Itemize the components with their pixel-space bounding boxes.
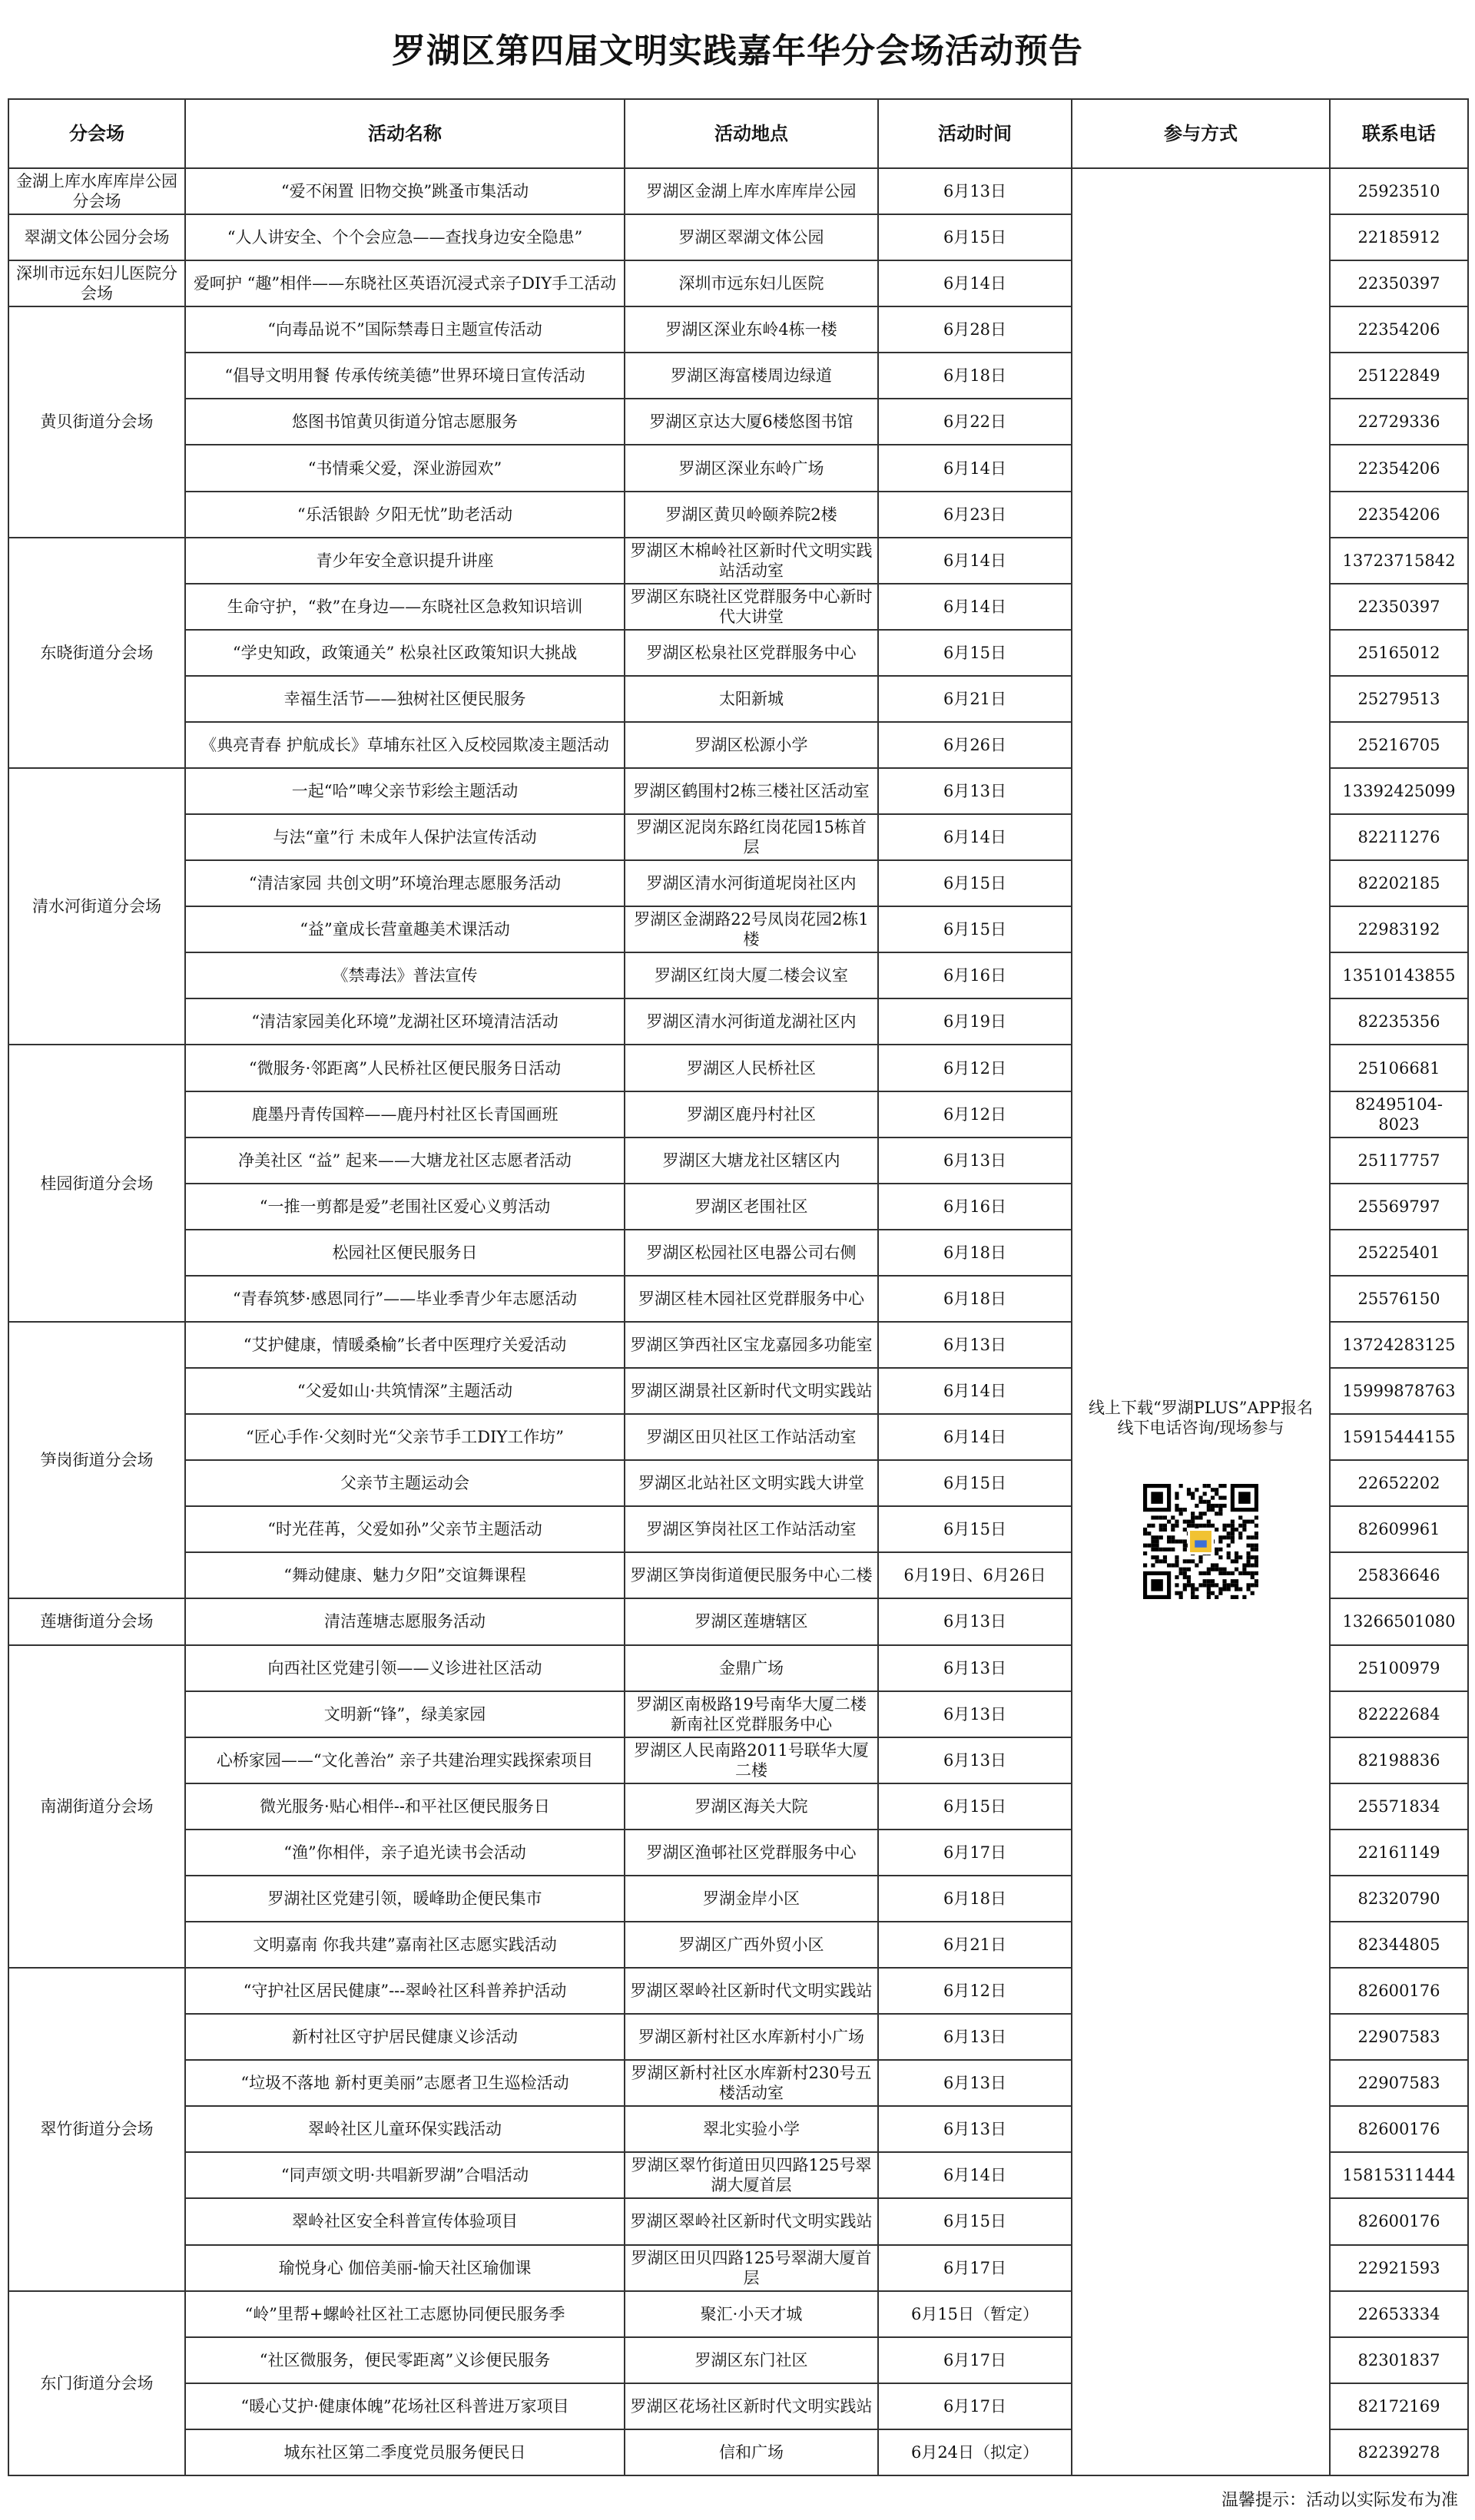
venue-cell: 桂园街道分会场: [8, 1045, 185, 1321]
phone-cell: 22921593: [1330, 2245, 1468, 2291]
location-cell: 信和广场: [625, 2429, 878, 2475]
location-cell: 聚汇·小天才城: [625, 2291, 878, 2337]
time-cell: 6月13日: [878, 2014, 1072, 2060]
phone-cell: 22983192: [1330, 906, 1468, 952]
time-cell: 6月26日: [878, 722, 1072, 768]
time-cell: 6月15日: [878, 630, 1072, 676]
activity-name-cell: “学史知政，政策通关” 松泉社区政策知识大挑战: [185, 630, 625, 676]
time-cell: 6月15日: [878, 2198, 1072, 2244]
location-cell: 罗湖区新村社区水库新村小广场: [625, 2014, 878, 2060]
phone-cell: 13723715842: [1330, 538, 1468, 584]
time-cell: 6月15日: [878, 214, 1072, 260]
phone-cell: 13392425099: [1330, 768, 1468, 814]
phone-cell: 22354206: [1330, 306, 1468, 353]
activity-name-cell: 城东社区第二季度党员服务便民日: [185, 2429, 625, 2475]
phone-cell: 25923510: [1330, 168, 1468, 214]
activity-name-cell: “舞动健康、魅力夕阳”交谊舞课程: [185, 1552, 625, 1598]
activity-name-cell: “乐活银龄 夕阳无忧”助老活动: [185, 492, 625, 538]
time-cell: 6月15日: [878, 860, 1072, 906]
activity-name-cell: “青春筑梦·感恩同行”——毕业季青少年志愿活动: [185, 1276, 625, 1322]
time-cell: 6月15日: [878, 1783, 1072, 1830]
location-cell: 金鼎广场: [625, 1645, 878, 1691]
qr-code-icon[interactable]: [1143, 1484, 1258, 1599]
venue-cell: 翠竹街道分会场: [8, 1968, 185, 2291]
location-cell: 罗湖区老围社区: [625, 1184, 878, 1230]
location-cell: 罗湖区金湖上库水库库岸公园: [625, 168, 878, 214]
phone-cell: 82198836: [1330, 1737, 1468, 1783]
phone-cell: 25571834: [1330, 1783, 1468, 1830]
time-cell: 6月23日: [878, 492, 1072, 538]
location-cell: 罗湖区南极路19号南华大厦二楼新南社区党群服务中心: [625, 1691, 878, 1737]
activity-name-cell: “书情乘父爱，深业游园欢”: [185, 445, 625, 491]
table-header-row: [8, 99, 1468, 168]
location-cell: 罗湖区翠竹街道田贝四路125号翠湖大厦首层: [625, 2152, 878, 2198]
phone-cell: 22653334: [1330, 2291, 1468, 2337]
time-cell: 6月21日: [878, 676, 1072, 722]
time-cell: 6月19日: [878, 998, 1072, 1045]
activity-name-cell: “岭”里帮+螺岭社区社工志愿协同便民服务季: [185, 2291, 625, 2337]
activity-name-cell: “同声颂文明·共唱新罗湖”合唱活动: [185, 2152, 625, 2198]
time-cell: 6月28日: [878, 306, 1072, 353]
time-cell: 6月12日: [878, 1045, 1072, 1091]
activity-name-cell: “益”童成长营童趣美术课活动: [185, 906, 625, 952]
activity-name-cell: “垃圾不落地 新村更美丽”志愿者卫生巡检活动: [185, 2060, 625, 2106]
time-cell: 6月12日: [878, 1091, 1072, 1137]
activity-name-cell: “向毒品说不”国际禁毒日主题宣传活动: [185, 306, 625, 353]
location-cell: 罗湖区木棉岭社区新时代文明实践站活动室: [625, 538, 878, 584]
location-cell: 罗湖区松源小学: [625, 722, 878, 768]
time-cell: 6月13日: [878, 1645, 1072, 1691]
activity-name-cell: 净美社区 “益” 起来——大塘龙社区志愿者活动: [185, 1137, 625, 1184]
venue-cell: 黄贝街道分会场: [8, 306, 185, 537]
phone-cell: 82211276: [1330, 814, 1468, 860]
venue-cell: 清水河街道分会场: [8, 768, 185, 1045]
time-cell: 6月13日: [878, 768, 1072, 814]
phone-cell: 25216705: [1330, 722, 1468, 768]
header-activity-name: 活动名称: [185, 99, 625, 168]
location-cell: 罗湖区东门社区: [625, 2337, 878, 2383]
phone-cell: 82344805: [1330, 1922, 1468, 1968]
location-cell: 罗湖区鹿丹村社区: [625, 1091, 878, 1137]
location-cell: 罗湖区深业东岭广场: [625, 445, 878, 491]
time-cell: 6月14日: [878, 584, 1072, 630]
phone-cell: 82600176: [1330, 2106, 1468, 2152]
activity-name-cell: 与法“童”行 未成年人保护法宣传活动: [185, 814, 625, 860]
phone-cell: 22350397: [1330, 260, 1468, 306]
activity-name-cell: 罗湖社区党建引领，暖峰助企便民集市: [185, 1876, 625, 1922]
activity-name-cell: 一起“哈”啤父亲节彩绘主题活动: [185, 768, 625, 814]
location-cell: 罗湖区湖景社区新时代文明实践站: [625, 1368, 878, 1414]
location-cell: 罗湖区清水河街道龙湖社区内: [625, 998, 878, 1045]
location-cell: 罗湖区大塘龙社区辖区内: [625, 1137, 878, 1184]
venue-cell: 南湖街道分会场: [8, 1645, 185, 1969]
table-row: [8, 168, 1468, 214]
time-cell: 6月12日: [878, 1968, 1072, 2014]
time-cell: 6月14日: [878, 1414, 1072, 1460]
activity-table: [8, 98, 1469, 2476]
phone-cell: 13266501080: [1330, 1598, 1468, 1644]
phone-cell: 22185912: [1330, 214, 1468, 260]
time-cell: 6月17日: [878, 1830, 1072, 1876]
activity-name-cell: 心桥家园——“文化善治” 亲子共建治理实践探索项目: [185, 1737, 625, 1783]
time-cell: 6月14日: [878, 538, 1072, 584]
time-cell: 6月18日: [878, 1876, 1072, 1922]
phone-cell: 15999878763: [1330, 1368, 1468, 1414]
location-cell: 太阳新城: [625, 676, 878, 722]
time-cell: 6月13日: [878, 168, 1072, 214]
phone-cell: 82609961: [1330, 1506, 1468, 1552]
activity-name-cell: “艾护健康，情暖桑榆”长者中医理疗关爱活动: [185, 1322, 625, 1368]
activity-name-cell: “清洁家园美化环境”龙湖社区环境清洁活动: [185, 998, 625, 1045]
phone-cell: 22350397: [1330, 584, 1468, 630]
header-phone: 联系电话: [1330, 99, 1468, 168]
location-cell: 罗湖区松泉社区党群服务中心: [625, 630, 878, 676]
location-cell: 罗湖区松园社区电器公司右侧: [625, 1230, 878, 1276]
location-cell: 罗湖区泥岗东路红岗花园15栋首层: [625, 814, 878, 860]
phone-cell: 13724283125: [1330, 1322, 1468, 1368]
location-cell: 罗湖区翠岭社区新时代文明实践站: [625, 2198, 878, 2244]
time-cell: 6月15日: [878, 906, 1072, 952]
phone-cell: 25165012: [1330, 630, 1468, 676]
location-cell: 罗湖区人民南路2011号联华大厦二楼: [625, 1737, 878, 1783]
location-cell: 罗湖区田贝社区工作站活动室: [625, 1414, 878, 1460]
activity-name-cell: “匠心手作·父刻时光“父亲节手工DIY工作坊”: [185, 1414, 625, 1460]
phone-cell: 22729336: [1330, 399, 1468, 445]
time-cell: 6月21日: [878, 1922, 1072, 1968]
time-cell: 6月15日: [878, 1460, 1072, 1506]
participation-cell: [1072, 168, 1330, 2475]
time-cell: 6月18日: [878, 1230, 1072, 1276]
activity-name-cell: 悠图书馆黄贝街道分馆志愿服务: [185, 399, 625, 445]
phone-cell: 22354206: [1330, 445, 1468, 491]
activity-name-cell: 青少年安全意识提升讲座: [185, 538, 625, 584]
time-cell: 6月13日: [878, 1691, 1072, 1737]
phone-cell: 25836646: [1330, 1552, 1468, 1598]
participation-online-text: 线上下载“罗湖PLUS”APP报名: [1089, 1398, 1313, 1417]
activity-name-cell: 爱呵护 “趣”相伴——东晓社区英语沉浸式亲子DIY手工活动: [185, 260, 625, 306]
phone-cell: 22354206: [1330, 492, 1468, 538]
time-cell: 6月15日（暂定）: [878, 2291, 1072, 2337]
venue-cell: 金湖上库水库库岸公园分会场: [8, 168, 185, 214]
activity-name-cell: “父爱如山·共筑情深”主题活动: [185, 1368, 625, 1414]
activity-name-cell: 微光服务·贴心相伴--和平社区便民服务日: [185, 1783, 625, 1830]
venue-cell: 笋岗街道分会场: [8, 1322, 185, 1598]
location-cell: 罗湖区翠湖文体公园: [625, 214, 878, 260]
time-cell: 6月14日: [878, 260, 1072, 306]
venue-cell: 东门街道分会场: [8, 2291, 185, 2475]
location-cell: 罗湖区深业东岭4栋一楼: [625, 306, 878, 353]
venue-cell: 莲塘街道分会场: [8, 1598, 185, 1644]
phone-cell: 25117757: [1330, 1137, 1468, 1184]
phone-cell: 82239278: [1330, 2429, 1468, 2475]
time-cell: 6月17日: [878, 2383, 1072, 2429]
location-cell: 罗湖区鹤围村2栋三楼社区活动室: [625, 768, 878, 814]
phone-cell: 82600176: [1330, 2198, 1468, 2244]
venue-cell: 翠湖文体公园分会场: [8, 214, 185, 260]
location-cell: 罗湖区海富楼周边绿道: [625, 353, 878, 399]
activity-name-cell: 《禁毒法》普法宣传: [185, 952, 625, 998]
location-cell: 罗湖区红岗大厦二楼会议室: [625, 952, 878, 998]
location-cell: 翠北实验小学: [625, 2106, 878, 2152]
activity-name-cell: “微服务·邻距离”人民桥社区便民服务日活动: [185, 1045, 625, 1091]
time-cell: 6月17日: [878, 2337, 1072, 2383]
activity-name-cell: “一推一剪都是爱”老围社区爱心义剪活动: [185, 1184, 625, 1230]
location-cell: 罗湖区田贝四路125号翠湖大厦首层: [625, 2245, 878, 2291]
footer-note: 温馨提示：活动以实际发布为准: [1221, 2491, 1458, 2510]
activity-name-cell: 文明嘉南 你我共建”嘉南社区志愿实践活动: [185, 1922, 625, 1968]
time-cell: 6月16日: [878, 1184, 1072, 1230]
time-cell: 6月14日: [878, 814, 1072, 860]
activity-name-cell: “人人讲安全、个个会应急——查找身边安全隐患”: [185, 214, 625, 260]
location-cell: 罗湖区笋西社区宝龙嘉园多功能室: [625, 1322, 878, 1368]
activity-name-cell: “社区微服务，便民零距离”义诊便民服务: [185, 2337, 625, 2383]
activity-name-cell: 向西社区党建引领——义诊进社区活动: [185, 1645, 625, 1691]
phone-cell: 22907583: [1330, 2060, 1468, 2106]
activity-name-cell: 松园社区便民服务日: [185, 1230, 625, 1276]
phone-cell: 82235356: [1330, 998, 1468, 1045]
participation-offline-text: 线下电话咨询/现场参与: [1117, 1418, 1284, 1437]
header-venue: 分会场: [8, 99, 185, 168]
location-cell: 罗湖区翠岭社区新时代文明实践站: [625, 1968, 878, 2014]
activity-name-cell: “暖心艾护·健康体魄”花场社区科普进万家项目: [185, 2383, 625, 2429]
phone-cell: 22652202: [1330, 1460, 1468, 1506]
location-cell: 罗湖区笋岗街道便民服务中心二楼: [625, 1552, 878, 1598]
time-cell: 6月13日: [878, 1598, 1072, 1644]
activity-name-cell: “倡导文明用餐 传承传统美德”世界环境日宣传活动: [185, 353, 625, 399]
phone-cell: 82600176: [1330, 1968, 1468, 2014]
header-time: 活动时间: [878, 99, 1072, 168]
location-cell: 罗湖区桂木园社区党群服务中心: [625, 1276, 878, 1322]
time-cell: 6月14日: [878, 2152, 1072, 2198]
phone-cell: 22161149: [1330, 1830, 1468, 1876]
activity-name-cell: 幸福生活节——独树社区便民服务: [185, 676, 625, 722]
time-cell: 6月16日: [878, 952, 1072, 998]
time-cell: 6月13日: [878, 1137, 1072, 1184]
phone-cell: 82495104-8023: [1330, 1091, 1468, 1137]
time-cell: 6月14日: [878, 1368, 1072, 1414]
time-cell: 6月13日: [878, 1737, 1072, 1783]
activity-name-cell: 翠岭社区安全科普宣传体验项目: [185, 2198, 625, 2244]
activity-name-cell: “守护社区居民健康”---翠岭社区科普养护活动: [185, 1968, 625, 2014]
phone-cell: 25106681: [1330, 1045, 1468, 1091]
location-cell: 罗湖区金湖路22号凤岗花园2栋1楼: [625, 906, 878, 952]
time-cell: 6月19日、6月26日: [878, 1552, 1072, 1598]
activity-name-cell: 鹿墨丹青传国粹——鹿丹村社区长青国画班: [185, 1091, 625, 1137]
location-cell: 罗湖区黄贝岭颐养院2楼: [625, 492, 878, 538]
location-cell: 罗湖区渔邨社区党群服务中心: [625, 1830, 878, 1876]
phone-cell: 13510143855: [1330, 952, 1468, 998]
activity-name-cell: 清洁莲塘志愿服务活动: [185, 1598, 625, 1644]
location-cell: 罗湖区清水河街道坭岗社区内: [625, 860, 878, 906]
activity-name-cell: “时光荏苒，父爱如孙”父亲节主题活动: [185, 1506, 625, 1552]
activity-name-cell: “爱不闲置 旧物交换”跳蚤市集活动: [185, 168, 625, 214]
header-location: 活动地点: [625, 99, 878, 168]
activity-name-cell: 生命守护，“救”在身边——东晓社区急救知识培训: [185, 584, 625, 630]
activity-name-cell: 父亲节主题运动会: [185, 1460, 625, 1506]
activity-name-cell: “清洁家园 共创文明”环境治理志愿服务活动: [185, 860, 625, 906]
activity-name-cell: “渔”你相伴，亲子追光读书会活动: [185, 1830, 625, 1876]
location-cell: 罗湖区花场社区新时代文明实践站: [625, 2383, 878, 2429]
phone-cell: 15815311444: [1330, 2152, 1468, 2198]
location-cell: 罗湖区北站社区文明实践大讲堂: [625, 1460, 878, 1506]
time-cell: 6月14日: [878, 445, 1072, 491]
time-cell: 6月24日（拟定）: [878, 2429, 1072, 2475]
phone-cell: 15915444155: [1330, 1414, 1468, 1460]
phone-cell: 25225401: [1330, 1230, 1468, 1276]
phone-cell: 82222684: [1330, 1691, 1468, 1737]
activity-name-cell: 新村社区守护居民健康义诊活动: [185, 2014, 625, 2060]
time-cell: 6月18日: [878, 353, 1072, 399]
time-cell: 6月13日: [878, 2106, 1072, 2152]
time-cell: 6月13日: [878, 1322, 1072, 1368]
phone-cell: 25569797: [1330, 1184, 1468, 1230]
phone-cell: 25279513: [1330, 676, 1468, 722]
venue-cell: 东晓街道分会场: [8, 538, 185, 768]
activity-name-cell: 文明新“锋”，绿美家园: [185, 1691, 625, 1737]
phone-cell: 25576150: [1330, 1276, 1468, 1322]
activity-name-cell: 翠岭社区儿童环保实践活动: [185, 2106, 625, 2152]
time-cell: 6月13日: [878, 2060, 1072, 2106]
activity-name-cell: 《典亮青春 护航成长》草埔东社区入反校园欺凌主题活动: [185, 722, 625, 768]
time-cell: 6月15日: [878, 1506, 1072, 1552]
header-participation: 参与方式: [1072, 99, 1330, 168]
location-cell: 罗湖区新村社区水库新村230号五楼活动室: [625, 2060, 878, 2106]
page-title: 罗湖区第四届文明实践嘉年华分会场活动预告: [392, 31, 1083, 71]
phone-cell: 82172169: [1330, 2383, 1468, 2429]
activity-name-cell: 瑜悦身心 伽倍美丽-愉天社区瑜伽课: [185, 2245, 625, 2291]
location-cell: 罗湖区东晓社区党群服务中心新时代大讲堂: [625, 584, 878, 630]
location-cell: 罗湖区莲塘辖区: [625, 1598, 878, 1644]
location-cell: 罗湖区人民桥社区: [625, 1045, 878, 1091]
phone-cell: 82301837: [1330, 2337, 1468, 2383]
time-cell: 6月17日: [878, 2245, 1072, 2291]
location-cell: 罗湖金岸小区: [625, 1876, 878, 1922]
phone-cell: 25122849: [1330, 353, 1468, 399]
location-cell: 罗湖区海关大院: [625, 1783, 878, 1830]
location-cell: 罗湖区广西外贸小区: [625, 1922, 878, 1968]
phone-cell: 22907583: [1330, 2014, 1468, 2060]
time-cell: 6月22日: [878, 399, 1072, 445]
phone-cell: 82320790: [1330, 1876, 1468, 1922]
venue-cell: 深圳市远东妇儿医院分会场: [8, 260, 185, 306]
location-cell: 罗湖区京达大厦6楼悠图书馆: [625, 399, 878, 445]
location-cell: 罗湖区笋岗社区工作站活动室: [625, 1506, 878, 1552]
time-cell: 6月18日: [878, 1276, 1072, 1322]
phone-cell: 82202185: [1330, 860, 1468, 906]
phone-cell: 25100979: [1330, 1645, 1468, 1691]
location-cell: 深圳市远东妇儿医院: [625, 260, 878, 306]
